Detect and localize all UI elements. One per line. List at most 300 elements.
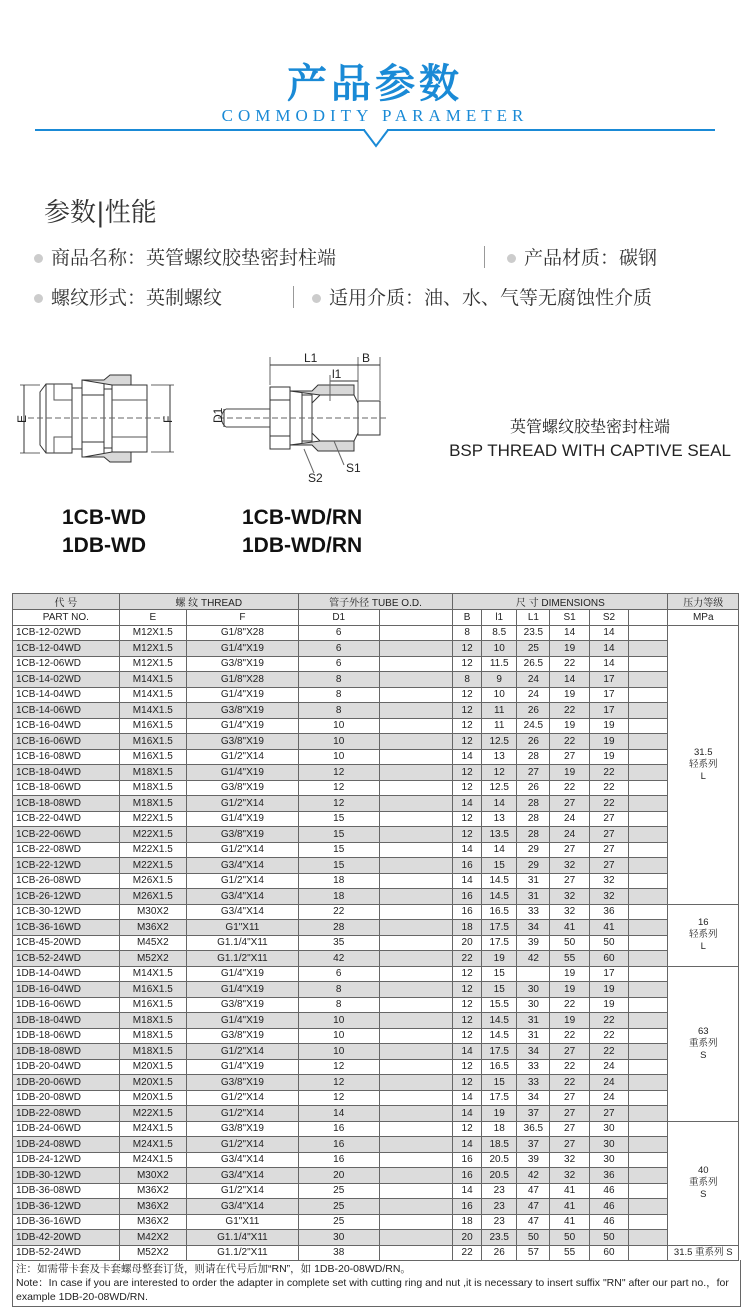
table-cell: G1/2"X14 [186,1044,298,1060]
table-cell [629,951,668,967]
table-cell: 27 [517,765,550,781]
table-cell: G1/2"X14 [186,796,298,812]
label-D1: D1 [211,407,225,423]
table-cell: 22 [589,780,628,796]
table-cell [379,672,453,688]
table-cell [629,1013,668,1029]
table-cell: 16 [453,858,482,874]
note-cn: 注：如需带卡套及卡套螺母整套订货，则请在代号后加“RN”，如 1DB-20-08WD/RN。 [16,1263,411,1275]
table-cell: 12.5 [482,734,517,750]
table-cell: 12 [453,718,482,734]
table-cell: G1/4"X19 [186,1059,298,1075]
spec-thread-form [34,283,222,310]
table-cell: 1DB-16-04WD [13,982,120,998]
table-cell: 22 [589,1028,628,1044]
table-cell: 27 [589,827,628,843]
table-cell: M14X1.5 [119,672,186,688]
table-cell: 23 [482,1214,517,1230]
table-cell: 17.5 [482,1090,517,1106]
fitting-drawing [14,345,394,495]
table-cell: 1CB-12-04WD [13,641,120,657]
table-cell: M24X1.5 [119,1152,186,1168]
table-row [13,1152,739,1168]
table-cell: 14 [453,1044,482,1060]
table-cell: 23 [482,1183,517,1199]
table-cell [629,1230,668,1246]
table-cell [379,889,453,905]
column-header: B [453,610,482,626]
table-cell: M36X2 [119,1199,186,1215]
table-cell: 1CB-22-08WD [13,842,120,858]
table-cell: 30 [589,1152,628,1168]
table-cell: 50 [550,935,589,951]
table-cell [629,780,668,796]
header-tube: 管子外径 TUBE O.D. [298,594,452,610]
table-cell [379,687,453,703]
table-cell: 12 [453,656,482,672]
table-cell: G3/8"X19 [186,656,298,672]
table-cell: 23 [482,1199,517,1215]
table-cell: 1CB-22-12WD [13,858,120,874]
table-cell: 12 [453,997,482,1013]
table-cell: 1CB-26-08WD [13,873,120,889]
table-cell: 14 [453,1106,482,1122]
table-cell [629,1090,668,1106]
table-cell: 20.5 [482,1152,517,1168]
spec-medium [312,283,652,310]
table-cell: 16.5 [482,904,517,920]
table-cell [379,827,453,843]
table-cell: 25 [517,641,550,657]
table-cell: 18 [482,1121,517,1137]
table-cell: G1/2"X14 [186,1183,298,1199]
table-cell: G1/2"X14 [186,842,298,858]
table-row [13,656,739,672]
table-cell: 12 [298,1090,379,1106]
table-cell [379,718,453,734]
table-cell: 14 [550,672,589,688]
table-cell: 34 [517,920,550,936]
table-cell [629,641,668,657]
table-cell [379,656,453,672]
column-header: MPa [668,610,739,626]
table-cell [629,997,668,1013]
table-cell: 12 [453,641,482,657]
table-cell: 18 [298,873,379,889]
pressure-rating-series: 重系列 [688,1177,718,1188]
label-S1: S1 [346,461,361,475]
table-cell [379,1044,453,1060]
table-cell: M18X1.5 [119,1013,186,1029]
table-cell [379,1199,453,1215]
spec-separator [293,286,294,308]
table-cell: 18 [298,889,379,905]
table-cell [629,858,668,874]
table-cell: 24 [517,672,550,688]
pressure-rating-series: 轻系列 [688,758,718,770]
table-cell: 22 [550,734,589,750]
table-cell: 14.5 [482,1028,517,1044]
table-cell: 17 [589,703,628,719]
table-cell: M18X1.5 [119,796,186,812]
title-divider-right [387,129,715,131]
table-cell [379,780,453,796]
header-dimensions: 尺 寸 DIMENSIONS [453,594,668,610]
table-row [13,1199,739,1215]
note-en: Note：In case if you are interested to order the adapter in complete set with cutting ring and nut ,it is necessary to insert suffix "RN" after our part no.，for example 1DB-20-08WD/RN. [16,1277,729,1303]
table-cell: M22X1.5 [119,811,186,827]
table-cell: 50 [517,1230,550,1246]
table-cell: 57 [517,1245,550,1261]
table-cell: 14.5 [482,889,517,905]
table-cell: 15 [482,966,517,982]
page-title: 产品参数 [287,61,463,107]
table-cell: G1/8"X28 [186,625,298,641]
table-cell: 32 [550,1168,589,1184]
table-cell: 27 [550,1090,589,1106]
table-cell [629,765,668,781]
table-cell: 42 [298,951,379,967]
label-S2: S2 [308,471,323,485]
table-cell: G1/4"X19 [186,811,298,827]
table-cell [629,1121,668,1137]
table-cell: 14 [453,1090,482,1106]
table-cell: 25 [298,1199,379,1215]
table-cell: 8 [298,672,379,688]
table-cell: M36X2 [119,1183,186,1199]
table-cell: 27 [550,796,589,812]
table-cell: 12 [298,1059,379,1075]
table-cell: 19 [550,982,589,998]
table-cell: 22 [589,1013,628,1029]
table-cell: 16 [298,1137,379,1153]
table-cell: 41 [550,1183,589,1199]
table-cell: 12 [298,1075,379,1091]
table-cell: 8 [298,982,379,998]
table-cell: 1CB-14-04WD [13,687,120,703]
table-cell [629,749,668,765]
table-cell: 1CB-14-02WD [13,672,120,688]
table-cell: 47 [517,1214,550,1230]
table-cell: 14 [550,625,589,641]
table-cell: G1/4"X19 [186,1013,298,1029]
table-cell: M18X1.5 [119,780,186,796]
table-cell: M16X1.5 [119,734,186,750]
table-cell [629,1044,668,1060]
table-cell: 17 [589,687,628,703]
table-cell: 16 [453,889,482,905]
table-cell: 25 [298,1183,379,1199]
table-cell: 10 [298,1013,379,1029]
table-cell: 14 [482,796,517,812]
table-cell: 1DB-24-12WD [13,1152,120,1168]
table-cell: 19 [482,951,517,967]
table-cell: 14 [453,1137,482,1153]
table-cell: 12 [453,703,482,719]
table-row [13,687,739,703]
table-cell: 19 [550,1013,589,1029]
table-cell: 19 [550,641,589,657]
table-cell: 16 [298,1121,379,1137]
table-cell [629,920,668,936]
table-cell: 6 [298,625,379,641]
table-cell: 27 [589,811,628,827]
table-cell: 39 [517,935,550,951]
table-cell: 17.5 [482,1044,517,1060]
table-cell [629,1059,668,1075]
table-cell: 8 [453,672,482,688]
table-cell: 1DB-18-08WD [13,1044,120,1060]
table-cell: 31 [517,1028,550,1044]
table-cell: 8 [298,703,379,719]
table-cell: 11 [482,703,517,719]
table-cell: 15 [298,811,379,827]
table-cell [629,672,668,688]
table-row [13,749,739,765]
table-cell: 30 [589,1121,628,1137]
table-cell: 18.5 [482,1137,517,1153]
table-row [13,920,739,936]
table-cell: 24 [589,1075,628,1091]
table-cell: G1.1/4"X11 [186,935,298,951]
table-cell: 55 [550,1245,589,1261]
table-cell: 42 [517,1168,550,1184]
table-cell [379,904,453,920]
table-cell [379,858,453,874]
table-cell [517,966,550,982]
table-cell: G1/2"X14 [186,1106,298,1122]
table-cell: 36 [589,904,628,920]
table-cell: G1"X11 [186,1214,298,1230]
table-cell [629,966,668,982]
table-cell: M18X1.5 [119,1028,186,1044]
table-cell: 1CB-12-06WD [13,656,120,672]
table-cell: M42X2 [119,1230,186,1246]
table-cell [379,1214,453,1230]
table-cell: M22X1.5 [119,842,186,858]
table-cell: 19 [589,718,628,734]
table-cell: 12 [453,734,482,750]
table-cell [629,982,668,998]
table-cell: 41 [589,920,628,936]
table-cell [379,997,453,1013]
pressure-rating-letter: L [700,941,706,952]
table-cell: 17.5 [482,920,517,936]
table-cell: G3/4"X14 [186,1168,298,1184]
table-cell: 12 [298,796,379,812]
table-cell: 32 [550,889,589,905]
table-cell: M12X1.5 [119,656,186,672]
table-cell [379,842,453,858]
table-cell: 1CB-30-12WD [13,904,120,920]
table-row [13,935,739,951]
table-cell [379,796,453,812]
table-cell: G3/8"X19 [186,780,298,796]
table-cell: G3/4"X14 [186,889,298,905]
table-cell: 31 [517,1013,550,1029]
table-cell: 19 [550,718,589,734]
table-cell [629,1168,668,1184]
table-cell: 17.5 [482,935,517,951]
table-cell: G3/8"X19 [186,827,298,843]
table-cell: 27 [589,842,628,858]
table-cell [379,1137,453,1153]
table-cell: 12 [453,1121,482,1137]
table-cell: 28 [298,920,379,936]
table-cell: 1CB-52-24WD [13,951,120,967]
table-row [13,858,739,874]
table-row [13,1028,739,1044]
fitting-left [15,375,175,462]
table-cell: 12 [453,982,482,998]
table-cell [629,796,668,812]
table-cell: G1/8"X28 [186,672,298,688]
table-cell: M30X2 [119,1168,186,1184]
table-row [13,966,739,982]
table-cell [629,1214,668,1230]
drawing-desc-en: BSP THREAD WITH CAPTIVE SEAL [449,441,731,460]
table-cell: G3/4"X14 [186,858,298,874]
table-cell [629,734,668,750]
table-cell: 30 [589,1137,628,1153]
table-cell [379,734,453,750]
table-cell: 41 [550,1199,589,1215]
table-cell: M26X1.5 [119,873,186,889]
table-cell: M14X1.5 [119,966,186,982]
table-cell: 12 [453,811,482,827]
table-cell: M18X1.5 [119,1044,186,1060]
table-cell: 15 [298,858,379,874]
table-cell: G3/8"X19 [186,1121,298,1137]
table-cell: 22 [589,796,628,812]
table-cell: 27 [550,842,589,858]
table-cell: 16.5 [482,1059,517,1075]
table-row [13,1230,739,1246]
table-cell: 1DB-20-08WD [13,1090,120,1106]
table-cell [379,1028,453,1044]
table-cell: 1CB-14-06WD [13,703,120,719]
table-cell [629,656,668,672]
table-cell: 47 [517,1183,550,1199]
table-cell: 1DB-36-08WD [13,1183,120,1199]
table-cell: 14 [589,625,628,641]
table-cell: 1CB-18-08WD [13,796,120,812]
table-cell: M20X1.5 [119,1075,186,1091]
thread-form-text: 螺纹形式：英制螺纹 [51,287,223,309]
table-cell: G3/8"X19 [186,997,298,1013]
table-cell: M52X2 [119,1245,186,1261]
table-cell: G1/4"X19 [186,718,298,734]
table-cell: 20.5 [482,1168,517,1184]
table-cell: 14 [482,842,517,858]
table-cell: M22X1.5 [119,827,186,843]
table-row [13,734,739,750]
table-cell: 60 [589,951,628,967]
table-cell [629,1137,668,1153]
table-cell: 12 [298,780,379,796]
table-cell: 1CB-16-06WD [13,734,120,750]
table-cell: G1/4"X19 [186,641,298,657]
table-cell: 16 [298,1152,379,1168]
table-row [13,1214,739,1230]
table-cell: G1"X11 [186,920,298,936]
table-row [13,842,739,858]
table-cell: 1CB-18-04WD [13,765,120,781]
table-row [13,780,739,796]
table-cell: 42 [517,951,550,967]
label-L1: L1 [304,351,318,365]
table-cell: 39 [517,1152,550,1168]
table-cell [379,873,453,889]
parameter-table [12,593,739,1261]
table-cell [379,966,453,982]
table-cell [629,1028,668,1044]
table-row [13,1090,739,1106]
pressure-rating-value: 31.5 重系列 S [673,1246,733,1258]
table-row [13,1106,739,1122]
table-cell: 18 [453,1214,482,1230]
table-cell [379,1013,453,1029]
table-cell: 24.5 [517,718,550,734]
table-cell [379,1059,453,1075]
pressure-rating-letter: S [700,1049,707,1061]
table-cell: 1CB-45-20WD [13,935,120,951]
table-cell: 1CB-26-12WD [13,889,120,905]
table-cell: G1/4"X19 [186,966,298,982]
table-cell: 50 [589,935,628,951]
table-cell: 1CB-12-02WD [13,625,120,641]
spec-material [507,243,657,270]
table-cell: 30 [298,1230,379,1246]
table-cell: 19 [550,765,589,781]
table-cell: M22X1.5 [119,858,186,874]
table-cell [379,920,453,936]
table-cell: 26 [517,780,550,796]
table-cell: 17 [589,966,628,982]
table-cell: 28 [517,749,550,765]
table-cell: 6 [298,966,379,982]
caption-left-2: 1DB-WD [62,534,146,557]
table-cell: 29 [517,858,550,874]
table-cell: 15 [482,982,517,998]
table-row [13,1075,739,1091]
table-cell: 17 [589,672,628,688]
table-cell: 12 [453,765,482,781]
table-cell: G1/2"X14 [186,1137,298,1153]
table-cell: G3/8"X19 [186,703,298,719]
table-cell: 8 [298,687,379,703]
table-cell: 1DB-22-08WD [13,1106,120,1122]
table-row [13,982,739,998]
table-row [13,703,739,719]
table-cell: 22 [550,997,589,1013]
table-cell: 47 [517,1199,550,1215]
table-cell: 1CB-16-04WD [13,718,120,734]
table-cell [379,1121,453,1137]
table-cell [629,889,668,905]
label-B: B [362,351,371,365]
table-cell: 30 [517,997,550,1013]
table-cell [379,1168,453,1184]
table-cell [629,842,668,858]
table-cell: 24 [517,687,550,703]
table-cell: 46 [589,1199,628,1215]
table-cell: 14 [589,656,628,672]
table-cell: 30 [517,982,550,998]
table-row [13,796,739,812]
table-cell: 8.5 [482,625,517,641]
table-row [13,997,739,1013]
